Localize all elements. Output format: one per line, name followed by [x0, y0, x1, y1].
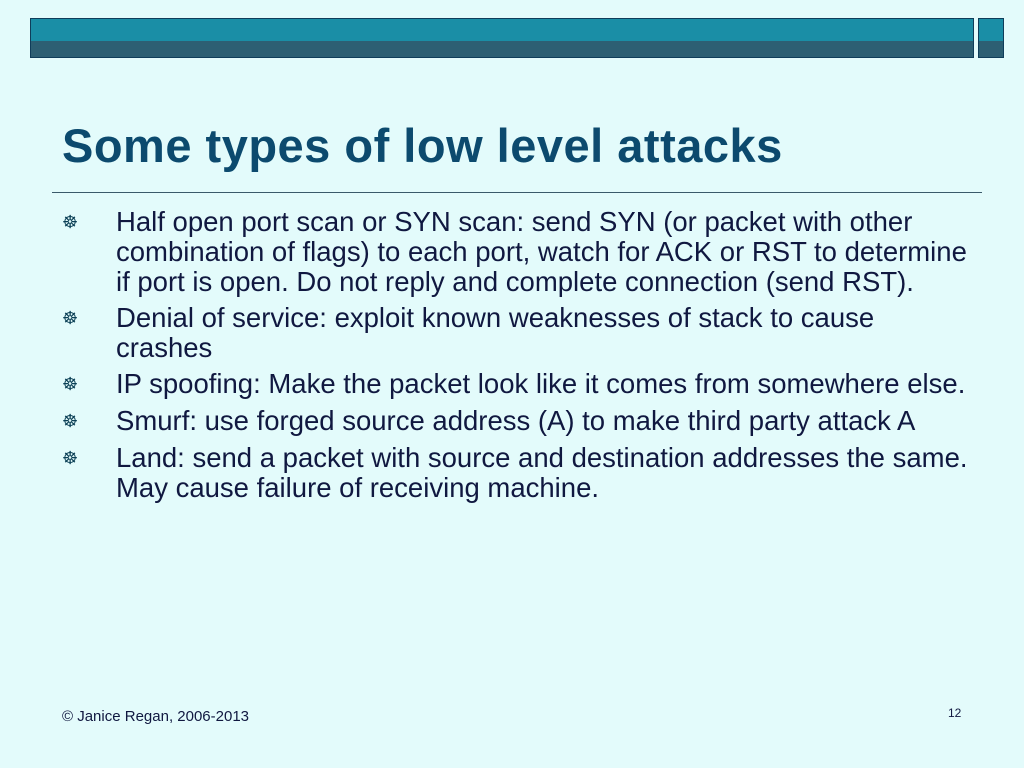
bullet-item [62, 443, 972, 503]
bullet-text: Land: send a packet with source and destination addresses the same. May cause failure of receiving machine. [116, 442, 968, 503]
header-bar-shadow [30, 41, 974, 58]
footer-copyright: © Janice Regan, 2006-2013 [62, 708, 250, 725]
wheel-bullet-icon: ☸ [62, 212, 79, 233]
bullet-item [62, 303, 972, 363]
bullet-text: Half open port scan or SYN scan: send SYN (or packet with other combination of flags) to each port, watch for ACK or RST to determine if port is open. Do not reply and complete connection (send RST). [116, 206, 967, 297]
bullet-item [62, 207, 972, 297]
bullet-item [62, 406, 972, 437]
bullet-list [62, 207, 972, 509]
header-bar [30, 18, 974, 42]
page-number: 12 [948, 706, 962, 720]
wheel-bullet-icon: ☸ [62, 411, 79, 432]
header-corner-box [978, 18, 1004, 42]
slide-title: Some types of low level attacks [62, 119, 783, 172]
bullet-text: Denial of service: exploit known weaknesses of stack to cause crashes [116, 302, 875, 363]
header-corner-box-shadow [978, 41, 1004, 58]
wheel-bullet-icon: ☸ [62, 374, 79, 395]
bullet-text: Smurf: use forged source address (A) to make third party attack A [116, 405, 916, 436]
bullet-item [62, 369, 972, 400]
wheel-bullet-icon: ☸ [62, 308, 79, 329]
bullet-text: IP spoofing: Make the packet look like it comes from somewhere else. [116, 368, 966, 399]
title-divider [52, 192, 982, 193]
wheel-bullet-icon: ☸ [62, 448, 79, 469]
